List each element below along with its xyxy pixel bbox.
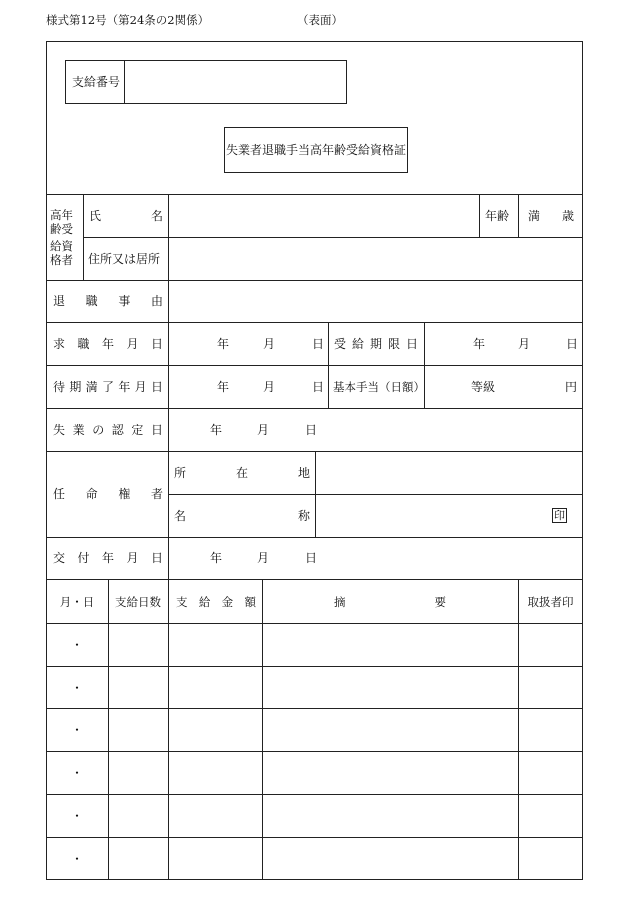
location-label: 所 在 地 xyxy=(174,466,310,480)
payment-number-field[interactable] xyxy=(126,62,345,102)
name-field[interactable] xyxy=(170,196,477,236)
form-number: 様式第12号（第24条の2関係） xyxy=(46,13,210,27)
col-header-amount: 支 給 金 額 xyxy=(176,595,256,609)
grade-label: 等級 xyxy=(471,380,496,394)
issue-year-unit: 年 xyxy=(210,551,223,565)
table-row-date[interactable]: ・ xyxy=(70,852,83,866)
benefit-deadline-month-unit: 月 xyxy=(518,337,531,351)
authority-name-field[interactable] xyxy=(317,496,547,536)
location-field[interactable] xyxy=(317,453,581,493)
age-label: 年齢 xyxy=(485,209,510,223)
col-header-summary: 摘 要 xyxy=(334,595,446,609)
age-field[interactable]: 満 歳 xyxy=(528,209,574,223)
benefit-deadline-day-unit: 日 xyxy=(566,337,579,351)
name-label: 氏 名 xyxy=(89,209,163,223)
waiting-period-year-unit: 年 xyxy=(217,380,230,394)
job-application-year-unit: 年 xyxy=(217,337,230,351)
payment-number-label: 支給番号 xyxy=(72,75,121,89)
col-header-date: 月・日 xyxy=(59,595,95,609)
table-row-date[interactable]: ・ xyxy=(70,723,83,737)
appointing-authority-label: 任 命 権 者 xyxy=(53,487,163,501)
authority-name-label: 名 称 xyxy=(174,509,310,523)
issue-date-label: 交 付 年 月 日 xyxy=(53,551,163,565)
col-header-handler-seal: 取扱者印 xyxy=(527,595,574,609)
qualified-person-label: 高年 齢受 xyxy=(50,208,73,236)
job-application-month-unit: 月 xyxy=(263,337,276,351)
seal-mark: 印 xyxy=(554,509,565,522)
waiting-period-end-label: 待 期 満 了 年 月 日 xyxy=(53,380,163,394)
col-header-days: 支給日数 xyxy=(115,595,161,609)
table-row-date[interactable]: ・ xyxy=(70,638,83,652)
form-side: （表面） xyxy=(297,13,343,27)
basic-allowance-label: 基本手当（日額） xyxy=(333,380,425,394)
retirement-reason-field[interactable] xyxy=(170,282,581,321)
issue-day-unit: 日 xyxy=(305,551,318,565)
recognition-year-unit: 年 xyxy=(210,423,223,437)
yen-label: 円 xyxy=(565,380,578,394)
issue-month-unit: 月 xyxy=(257,551,270,565)
benefit-deadline-year-unit: 年 xyxy=(473,337,486,351)
table-row-date[interactable]: ・ xyxy=(70,681,83,695)
waiting-period-day-unit: 日 xyxy=(312,380,325,394)
recognition-month-unit: 月 xyxy=(257,423,270,437)
table-row-date[interactable]: ・ xyxy=(70,766,83,780)
unemployment-recognition-label: 失 業 の 認 定 日 xyxy=(53,423,163,437)
address-label: 住所又は居所 xyxy=(88,252,161,266)
qualified-person-label-2: 給資 格者 xyxy=(50,239,73,267)
certificate-title: 失業者退職手当高年齢受給資格証 xyxy=(225,143,406,157)
benefit-deadline-label: 受 給 期 限 日 xyxy=(334,337,418,351)
job-application-date-label: 求 職 年 月 日 xyxy=(53,337,163,351)
job-application-day-unit: 日 xyxy=(312,337,325,351)
waiting-period-month-unit: 月 xyxy=(263,380,276,394)
retirement-reason-label: 退 職 事 由 xyxy=(53,294,163,308)
address-field[interactable] xyxy=(170,239,581,279)
recognition-day-unit: 日 xyxy=(305,423,318,437)
table-row-date[interactable]: ・ xyxy=(70,809,83,823)
